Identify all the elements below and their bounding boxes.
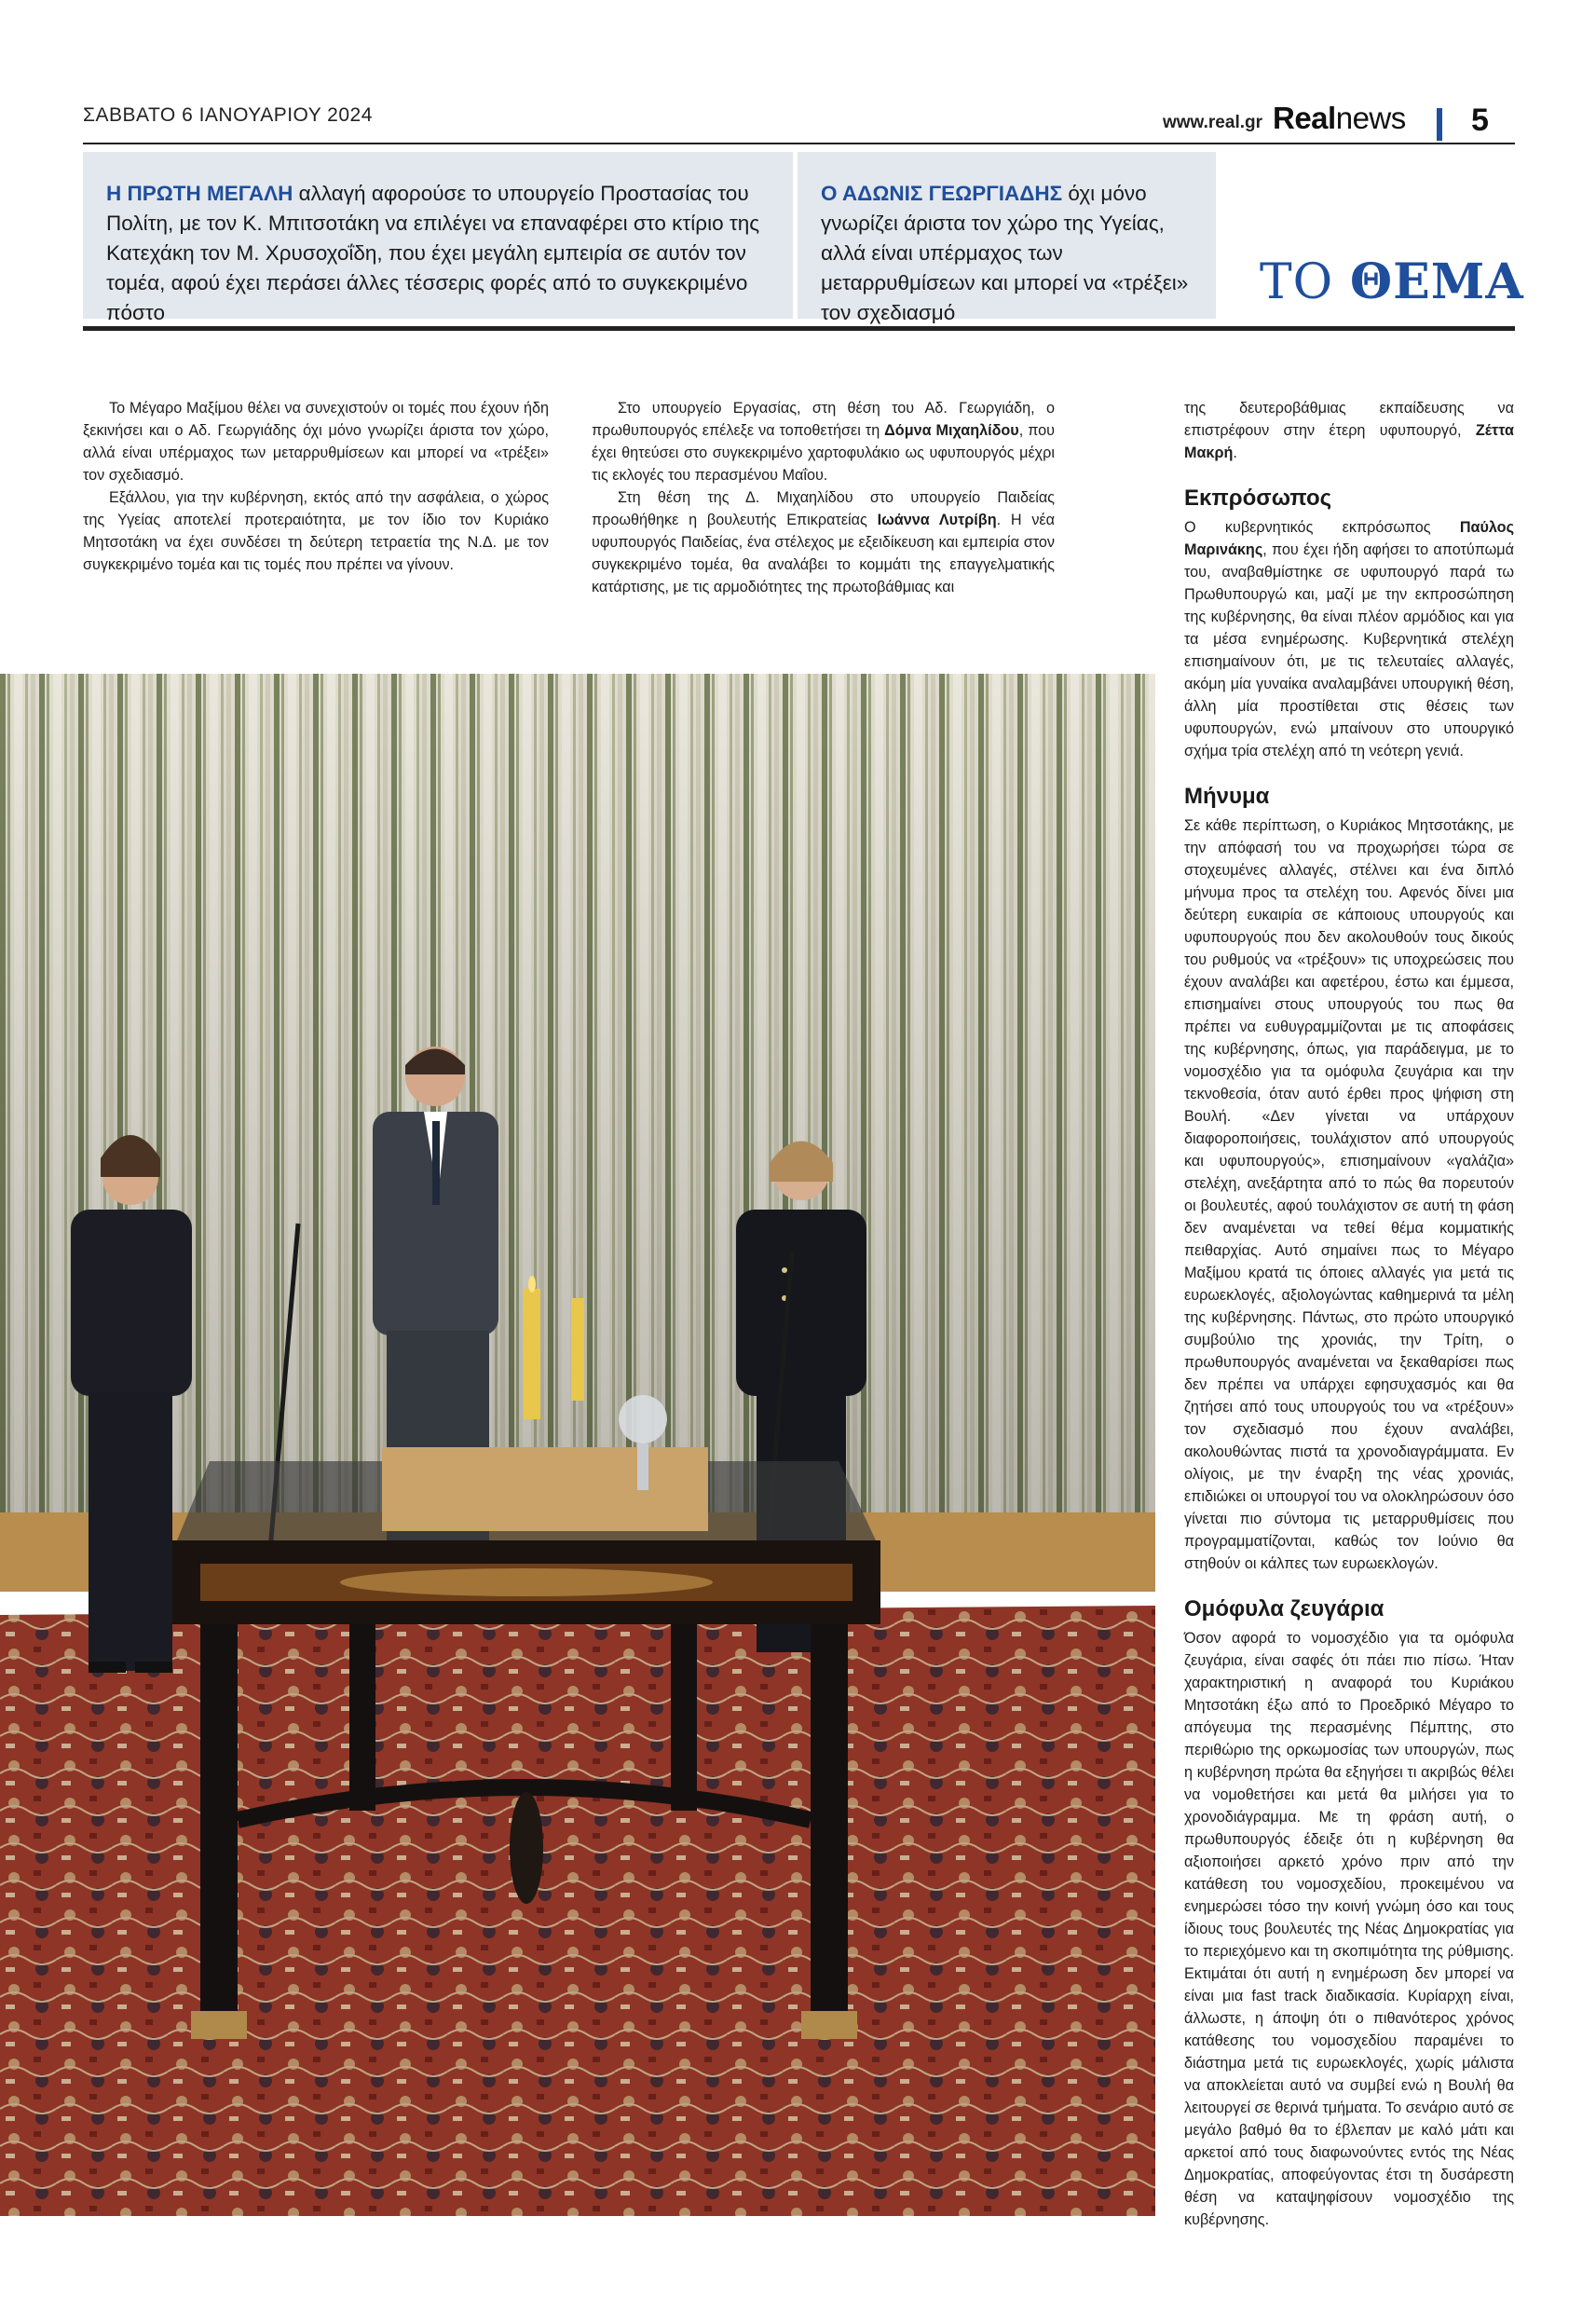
subheading: Μήνυμα	[1184, 784, 1270, 809]
paragraph: Όσον αφορά το νομοσχέδιο για τα ομόφυλα ζευγάρια, είναι σαφές ότι πάει πιο πίσω. Ήταν χαρακτηριστική η αναφορά του Κυριάκου Μητσοτάκη έξω από το Προεδρικό Μέγαρο το απόγευμα της περασμένης Πέμπτης, στο περιθώριο της ορκωμοσίας των υπουργών, πως η κυβέρνηση πρώτα θα εξηγήσει τι ακριβώς θέλει να νομοθετήσει και μετά θα μιλήσει για το χρονοδιάγραμμα. Με τη φράση αυτή, ο πρωθυπουργός έδειξε ότι η κυβέρνηση θα αξιοποιήσει αρκετό χρόνο πριν από την κατάθεση του νομοσχεδίου, προκειμένου να ενημερώσει τόσο την κοινή γνώμη όσο και τους ίδιους τους βουλευτές της Νέας Δημοκρατίας για το περιεχόμενο και τη σκοπιμότητα της ρύθμισης. Εκτιμάται ότι αυτή η ενημέρωση δεν μπορεί να είναι μια fast track διαδικασία. Κυρίαρχη είναι, άλλωστε, η άποψη ότι ο πιθανότερος χρόνος κατάθεσης του νομοσχεδίου παραμένει το διάστημα μετά τις ευρωεκλογές, χωρίς μάλιστα να αποκλείεται αυτό να συμβεί ενώ η Βουλή θα λειτουργεί σε θερινά τμήματα. Το σενάριο αυτό σε μεγάλο βαθμό θα το έβλεπαν με καλό μάτι και αρκετοί από τους διαφωνούντες εντός της Νέας Δημοκρατίας, αποφεύγοντας έτσι τη δυσάρεστη θέση να καταψηφίσουν νομοσχέδιο της κυβέρνησης.	[1184, 1630, 1514, 2228]
dateline: ΣΑΒΒΑΤΟ 6 ΙΑΝΟΥΑΡΙΟΥ 2024	[83, 104, 373, 126]
person-name: Δόμνα Μιχαηλίδου	[884, 422, 1019, 439]
section-title-part1: ΤΟ	[1260, 254, 1350, 310]
person-name: Παύλος Μαρινάκης	[1184, 519, 1514, 558]
page-number: 5	[1471, 103, 1489, 138]
text-run: Στη θέση της Δ. Μιχαηλίδου στο υπουργείο Παιδείας προωθήθηκε η βουλευτής Επικρατείας	[592, 489, 1055, 528]
person-name: Ιωάννα Λυτρίβη	[877, 512, 997, 528]
text-run: , που έχει θητεύσει στο συγκεκριμένο χαρτοφυλάκιο ως υφυπουργός μέχρι τις εκλογές του περασμένου Μαΐου.	[592, 422, 1055, 484]
subheading: Ομόφυλα ζευγάρια	[1184, 1596, 1385, 1621]
section-title-part2: ΘΕΜΑ	[1349, 253, 1524, 310]
column-2	[592, 397, 1055, 598]
photo-swearing-in-ceremony	[0, 674, 1155, 2216]
header-rule	[83, 143, 1515, 144]
paragraph	[592, 486, 1055, 598]
paragraph	[592, 397, 1055, 486]
site-url[interactable]: www.real.gr	[1163, 113, 1262, 132]
person-name: Ζέττα Μακρή	[1184, 422, 1514, 461]
text-run: . Η νέα υφυπουργός Παιδείας, ένα στέλεχος με εξειδίκευση και εμπειρία στον συγκεκριμένο τομέα, θα αναλάβει το κομμάτι της επαγγελματικής κατάρτισης, με τις αρμοδιότητες της πρωτοβάθμιας και	[592, 512, 1055, 595]
brand-logo	[1273, 101, 1406, 136]
paragraph	[1184, 397, 1514, 464]
paragraph	[1184, 516, 1514, 762]
subheading: Εκπρόσωπος	[1184, 486, 1332, 511]
text-run: της δευτεροβάθμιας εκπαίδευσης να επιστρέφουν στην έτερη υφυπουργό,	[1184, 400, 1514, 439]
section-rule	[83, 326, 1515, 331]
brand-logo-light: news	[1335, 101, 1406, 135]
column-3	[1184, 397, 1514, 2231]
deck-right-text: όχι μόνο γνωρίζει άριστα τον χώρο της Υγείας, αλλά είναι υπέρμαχος των μεταρρυθμίσεων και μπορεί να «τρέξει» τον σχεδιασμό	[821, 182, 1189, 324]
text-run: .	[1233, 445, 1237, 461]
paragraph: Σε κάθε περίπτωση, ο Κυριάκος Μητσοτάκης, με την απόφασή του να προχωρήσει τώρα σε στοχευμένες αλλαγές, στέλνει και ένα διπλό μήνυμα προς τα στελέχη του. Αφενός δίνει μια δεύτερη ευκαιρία σε κάποιους υπουργούς και υφυπουργούς που δεν ακολουθούν τους δικούς του ρυθμούς να «τρέξουν» τις υποχρεώσεις που έχουν αναλάβει και αφετέρου, έστω και έμμεσα, επισημαίνει στους υπουργούς του πως θα πρέπει να ευθυγραμμίζονται με τις αποφάσεις της κυβέρνησης, όπως, για παράδειγμα, με το νομοσχέδιο για τα ομόφυλα ζευγάρια και την τεκνοθεσία, όταν αυτό έρθει προς ψήφιση στη Βουλή. «Δεν γίνεται να υπάρχουν διαφοροποιήσεις, τουλάχιστον από υπουργούς και υφυπουργούς», επισημαίνουν «γαλάζια» στελέχη, ανεξάρτητα από το πώς θα πορευτούν οι βουλευτές, αφού τουλάχιστον σε αυτή τη φάση δεν αναμένεται να τεθεί θέμα κομματικής πειθαρχίας. Αυτό σημαίνει πως το Μέγαρο Μαξίμου κρατά τις όποιες αλλαγές για μετά τις ευρωεκλογές, αξιολογώντας καθημερινά τα μέλη της κυβέρνησης. Πάντως, στο πρώτο υπουργικό συμβούλιο της χρονιάς, την Τρίτη, ο πρωθυπουργός αναμένεται να ξεκαθαρίσει πως δεν πρέπει να υπάρχει εφησυχασμός και θα ζητήσει από τους υπουργούς του να «τρέξουν» τον σχεδιασμό που έχουν αναλάβει, ακολουθώντας πιστά τα χρονοδιαγράμματα. Εν ολίγοις, με την έναρξη της νέας χρονιάς, επιδιώκει οι υπουργοί του να ολοκληρώσουν όσο γίνεται πιο σύντομα τις μεταρρυθμίσεις που προγραμματίζονται, καθώς τον Ιούνιο θα στηθούν οι κάλπες των ευρωεκλογών.	[1184, 817, 1514, 1572]
deck-right-lead: Ο ΑΔΩΝΙΣ ΓΕΩΡΓΙΑΔΗΣ	[821, 182, 1063, 205]
text-run: , που έχει ήδη αφήσει το αποτύπωμά του, αναβαθμίστηκε σε υφυπουργό παρά τω Πρωθυπουργώ και, μαζί με την εκπροσώπηση της κυβέρνησης, θα είναι πλέον αρμόδιος και για τα μέσα ενημέρωσης. Κυβερνητικά στελέχη επισημαίνουν ότι, με τις τελευταίες αλλαγές, ακόμη μία γυναίκα αναλαμβάνει υπουργική θέση, άλλη μία προστίθεται στις θέσεις των υφυπουργών, ενώ μπαίνουν στο υπουργικό σχήμα τρία στελέχη από τη νεότερη γενιά.	[1184, 541, 1514, 759]
deck-right	[798, 152, 1216, 324]
paragraph: Το Μέγαρο Μαξίμου θέλει να συνεχιστούν οι τομές που έχουν ήδη ξεκινήσει και ο Αδ. Γεωργιάδης όχι μόνο γνωρίζει άριστα τον χώρο, αλλά είναι υπέρμαχος των μεταρρυθμίσεων και μπορεί να «τρέξει» τον σχεδιασμό.	[83, 400, 549, 484]
deck-left-text: αλλαγή αφορούσε το υπουργείο Προστασίας του Πολίτη, με τον Κ. Μπιτσοτάκη να επιλέγει να επαναφέρει στο κτίριο της Κατεχάκη τον Μ. Χρυσοχοΐδη, που έχει μεγάλη εμπειρία σε αυτόν τον τομέα, αφού έχει περάσει άλλες τέσσερις φορές από το συγκεκριμένο πόστο	[106, 182, 760, 324]
section-title	[1260, 253, 1524, 310]
deck-left-lead: Η ΠΡΩΤΗ ΜΕΓΑΛΗ	[106, 182, 293, 205]
brand-logo-bold: Real	[1273, 101, 1336, 135]
brand-divider	[1437, 108, 1442, 141]
text-run: Ο κυβερνητικός εκπρόσωπος	[1184, 519, 1460, 536]
paragraph: Εξάλλου, για την κυβέρνηση, εκτός από την ασφάλεια, ο χώρος της Υγείας αποτελεί προτεραιότητα, με τον ίδιο τον Κυριάκο Μητσοτάκη να έχει συνδέσει τη δεύτερη τετραετία της Ν.Δ. με τον συγκεκριμένο τομέα και τις τομές που πρέπει να γίνουν.	[83, 489, 549, 573]
deck-left	[83, 152, 793, 324]
column-1	[83, 397, 549, 576]
text-run: Στο υπουργείο Εργασίας, στη θέση του Αδ. Γεωργιάδη, ο πρωθυπουργός επέλεξε να τοποθετήσει τη	[592, 400, 1055, 439]
